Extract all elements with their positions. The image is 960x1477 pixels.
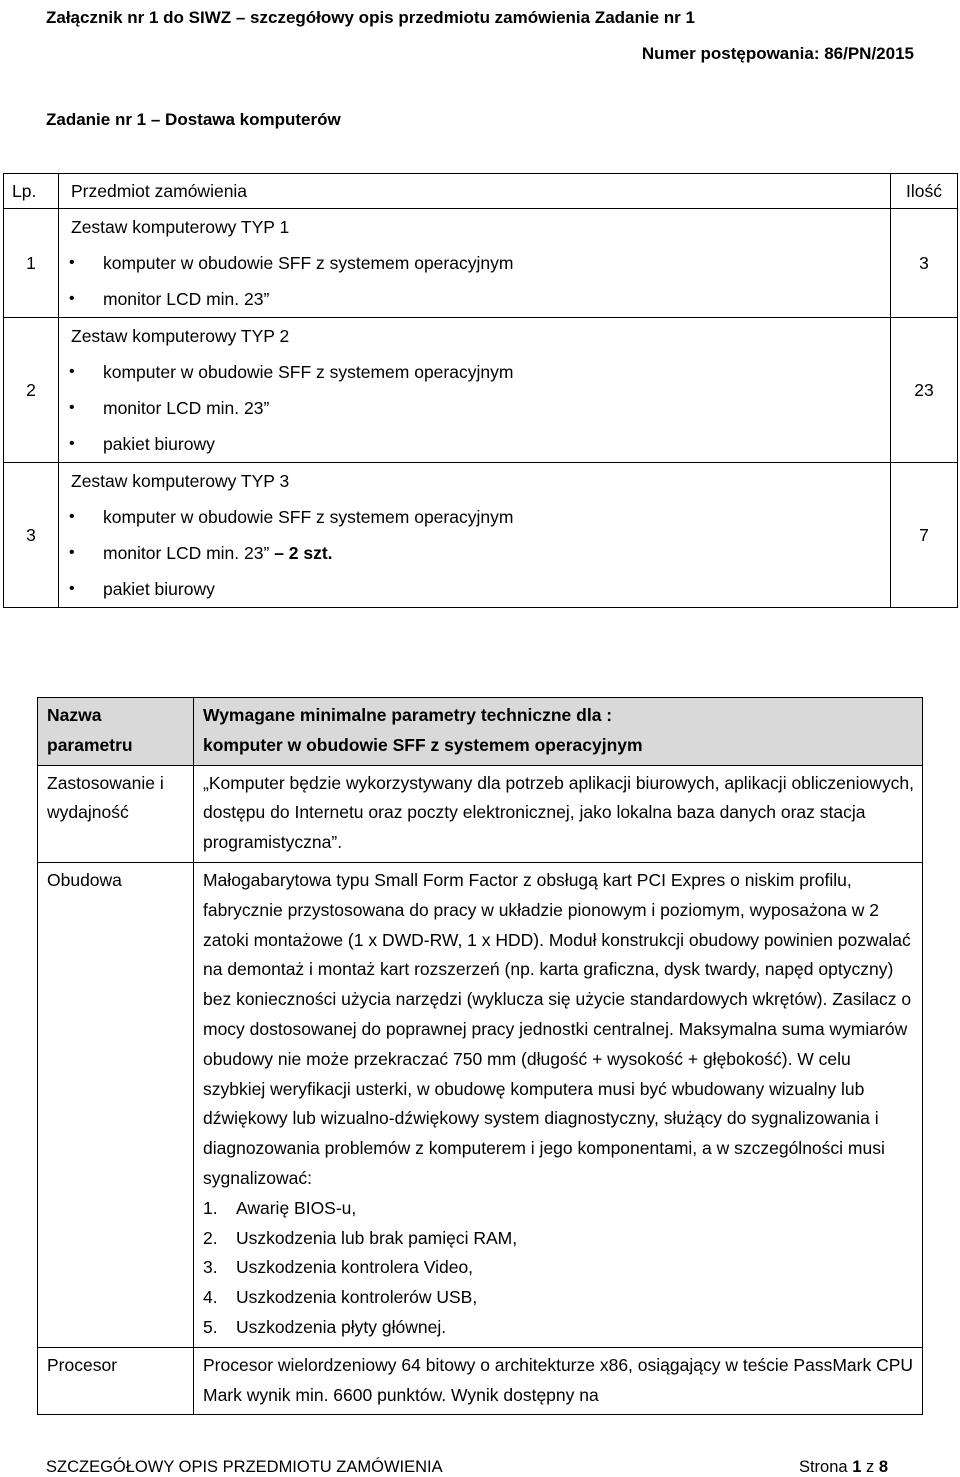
diagnostic-list (203, 1194, 914, 1343)
param-cpu-label: Procesor (38, 1347, 194, 1415)
task-title: Zadanie nr 1 – Dostawa komputerów (46, 110, 341, 129)
page-current: 1 (852, 1458, 862, 1476)
orders-header-row (4, 174, 958, 209)
table-row (38, 1347, 923, 1415)
row-subject (59, 209, 891, 318)
list-item: • monitor LCD min. 23” (103, 281, 890, 317)
set-title: Zestaw komputerowy TYP 3 (71, 471, 290, 491)
list-item: • komputer w obudowie SFF z systemem operacyjnym (103, 499, 890, 535)
list-item: 2. Uszkodzenia lub brak pamięci RAM, (236, 1224, 914, 1254)
param-case-value (194, 862, 923, 1347)
list-item: • monitor LCD min. 23” (103, 390, 890, 426)
document-title: Załącznik nr 1 do SIWZ – szczegółowy opis przedmiotu zamówienia Zadanie nr 1 (46, 8, 695, 27)
row-qty: 3 (891, 209, 958, 318)
row-qty: 7 (891, 463, 958, 608)
case-description: Małogabarytowa typu Small Form Factor z obsługą kart PCI Expres o niskim profilu, fabrycznie przystosowana do pracy w układzie pionowym i poziomym, wyposażona w 2 zatoki montażowe (1 x DWD-RW, 1 x HDD). Moduł konstrukcji obudowy powinien pozwalać na demontaż i montaż kart rozszerzeń (np. karta graficzna, dysk twardy, napęd optyczny) bez konieczności użycia narzędzi (wyklucza się użycie standardowych wkrętów). Zasilacz o mocy dostosowanej do poprawnej pracy jednostki centralnej. Maksymalna suma wymiarów obudowy nie może przekraczać 750 mm (długość + wysokość + głębokość). W celu szybkiej weryfikacji usterki, w obudowę komputera musi być wbudowany wizualny lub dźwiękowy lub wizualno-dźwiękowy system diagnostyczny, służący do sygnalizowania i diagnozowania problemów z komputerem i jego komponentami, a w szczególności musi sygnalizować: (203, 869, 912, 1188)
list-item: 1. Awarię BIOS-u, (236, 1194, 914, 1224)
list-item (103, 535, 890, 571)
list-item: • pakiet biurowy (103, 571, 890, 607)
row-lp: 1 (4, 209, 59, 318)
list-item: 5. Uszkodzenia płyty głównej. (236, 1313, 914, 1343)
param-name-header: Nazwa parametru (38, 698, 194, 766)
col-qty-header: Ilość (891, 174, 958, 209)
specs-table (37, 697, 923, 1415)
requirements-header-line1: Wymagane minimalne parametry techniczne dla : (203, 705, 613, 725)
row-subject (59, 318, 891, 463)
param-usage-value: „Komputer będzie wykorzystywany dla potrzeb aplikacji biurowych, aplikacji obliczeniowych, dostępu do Internetu oraz poczty elektronicznej, jako lokalna baza danych oraz stacja programistyczna”. (194, 765, 923, 862)
set-items (59, 354, 890, 462)
page-word: Strona (798, 1458, 848, 1476)
page-indicator (799, 1458, 888, 1477)
set-items (59, 245, 890, 317)
param-usage-label: Zastosowanie i wydajność (38, 765, 194, 862)
row-lp: 3 (4, 463, 59, 608)
monitor-quantity-suffix: – 2 szt. (274, 543, 333, 563)
set-title: Zestaw komputerowy TYP 1 (71, 217, 290, 237)
page-total: 8 (878, 1458, 888, 1476)
proceeding-number: Numer postępowania: 86/PN/2015 (641, 44, 914, 63)
footer-title: SZCZEGÓŁOWY OPIS PRZEDMIOTU ZAMÓWIENIA (46, 1458, 443, 1476)
table-row (38, 862, 923, 1347)
set-items (59, 499, 890, 607)
param-cpu-value: Procesor wielordzeniowy 64 bitowy o architekturze x86, osiągający w teście PassMark CPU Mark wynik min. 6600 punktów. Wynik dostępny na (194, 1347, 923, 1415)
list-item: • pakiet biurowy (103, 426, 890, 462)
row-subject (59, 463, 891, 608)
list-item: 3. Uszkodzenia kontrolera Video, (236, 1253, 914, 1283)
monitor-label: monitor LCD min. 23” (103, 543, 270, 563)
set-title: Zestaw komputerowy TYP 2 (71, 326, 290, 346)
requirements-header (194, 698, 923, 766)
table-row (4, 463, 958, 608)
list-item: • komputer w obudowie SFF z systemem operacyjnym (103, 245, 890, 281)
row-qty: 23 (891, 318, 958, 463)
requirements-header-line2: komputer w obudowie SFF z systemem operacyjnym (203, 734, 643, 755)
list-item: • komputer w obudowie SFF z systemem operacyjnym (103, 354, 890, 390)
param-case-label: Obudowa (38, 862, 194, 1347)
orders-table (3, 173, 958, 608)
specs-header-row (38, 698, 923, 766)
list-item: 4. Uszkodzenia kontrolerów USB, (236, 1283, 914, 1313)
row-lp: 2 (4, 318, 59, 463)
table-row (4, 318, 958, 463)
page-of: z (865, 1458, 875, 1476)
col-subject-header: Przedmiot zamówienia (59, 174, 891, 209)
col-lp-header: Lp. (4, 174, 59, 209)
table-row (4, 209, 958, 318)
table-row (38, 765, 923, 862)
